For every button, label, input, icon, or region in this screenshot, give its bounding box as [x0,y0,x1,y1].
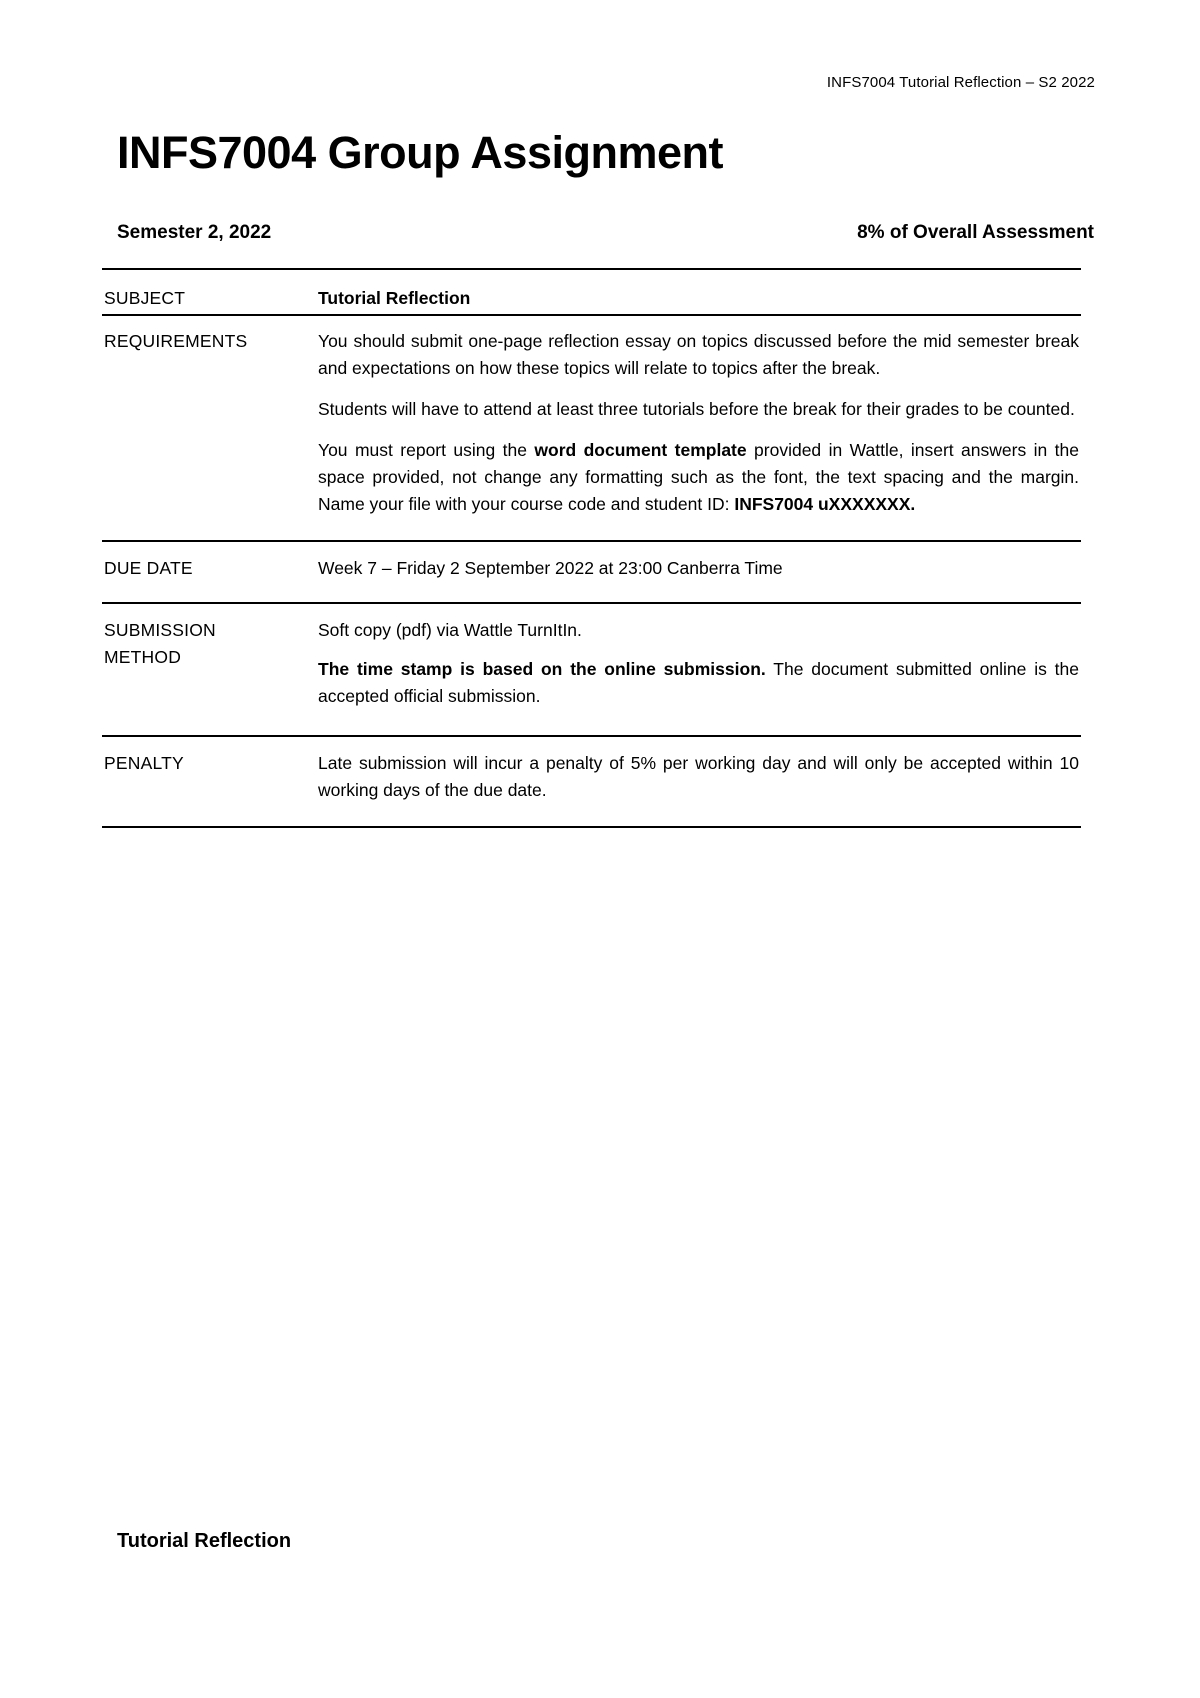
page-title: INFS7004 Group Assignment [117,127,723,178]
submission-label-line-2: METHOD [104,647,182,667]
running-header: INFS7004 Tutorial Reflection – S2 2022 [826,74,1095,91]
row-label-submission-method [102,617,318,710]
table-row-due-date [102,542,1081,604]
semester-label: Semester 2, 2022 [117,222,272,243]
row-label-subject: SUBJECT [104,288,186,308]
table-row-requirements [102,316,1081,542]
row-label-requirements: REQUIREMENTS [104,331,248,351]
requirements-content [318,328,1081,518]
table-row-penalty [102,737,1081,828]
requirements-p3-text-c: provided in Wattle, insert answers in the space provided, not change any formatting such as the font, the text spacing and the margin. Name your file with your course code and student ID: [318,440,1079,514]
submission-timestamp-emphasis: The time stamp is based on the online submission. [318,659,766,679]
submission-paragraph-2 [318,656,1079,710]
subject-value: Tutorial Reflection [318,288,471,308]
requirements-paragraph-3 [318,437,1079,518]
row-label-penalty: PENALTY [104,753,184,773]
table-row-submission-method [102,604,1081,737]
row-label-due-date: DUE DATE [104,558,193,578]
requirements-p3-template-emphasis: word document template [534,440,747,460]
assessment-weight: 8% of Overall Assessment [857,222,1094,243]
due-date-value: Week 7 – Friday 2 September 2022 at 23:00 Canberra Time [318,558,783,578]
requirements-p3-text-a: You must report using the [318,440,535,460]
assignment-details-table [102,268,1081,828]
submission-p2-rest: The document submitted online is the accepted official submission. [318,659,1079,706]
submission-paragraph-1: Soft copy (pdf) via Wattle TurnItIn. [318,620,582,640]
assignment-subheader [117,222,1094,244]
requirements-paragraph-2: Students will have to attend at least three tutorials before the break for their grades to be counted. [318,399,1075,419]
section-heading-tutorial-reflection: Tutorial Reflection [117,1530,292,1552]
submission-method-content [318,617,1081,710]
penalty-content [318,750,1081,804]
requirements-paragraph-1: You should submit one-page reflection essay on topics discussed before the mid semester break and expectations on how these topics will relate to topics after the break. [318,331,1079,378]
penalty-paragraph: Late submission will incur a penalty of 5% per working day and will only be accepted within 10 working days of the due date. [318,753,1079,800]
submission-label-line-1: SUBMISSION [104,620,216,640]
table-row-subject [102,270,1081,316]
requirements-p3-file-name: INFS7004 uXXXXXXX. [734,494,916,514]
